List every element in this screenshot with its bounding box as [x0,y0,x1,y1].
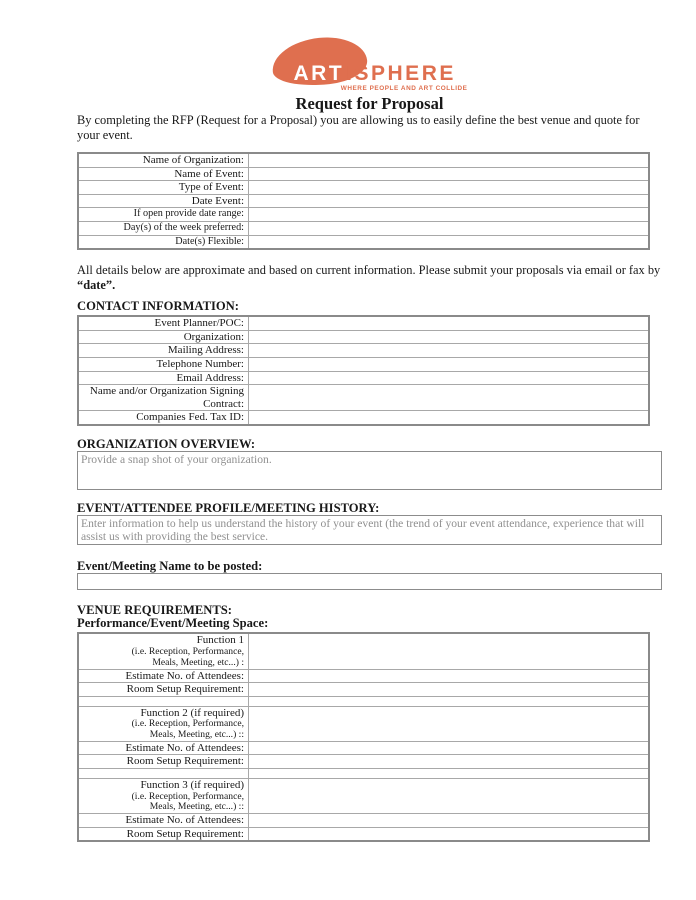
field-input-cell[interactable] [249,827,650,841]
function-header-row [78,633,649,669]
table-row [78,235,649,249]
table-row [78,153,649,167]
field-label: Estimate No. of Attendees: [78,814,249,828]
field-label: Day(s) of the week preferred: [78,221,249,235]
table-row [78,221,649,235]
table-row [78,167,649,181]
event-details-table [77,152,650,250]
page-title: Request for Proposal [295,94,444,113]
field-input-cell[interactable] [249,194,650,208]
event-profile-textbox[interactable] [77,515,662,545]
contact-information-heading: CONTACT INFORMATION: [77,299,239,314]
field-label: Email Address: [78,371,249,385]
table-row [78,344,649,358]
field-input-cell[interactable] [249,741,650,755]
event-profile-placeholder: Enter information to help us understand the history of your event (the trend of your event attendance, experience that will assist us with providing the best service. [81,516,645,544]
field-input-cell[interactable] [249,208,650,222]
field-input-cell[interactable] [249,330,650,344]
function-label [78,633,249,669]
field-input-cell[interactable] [249,411,650,425]
function-hint-line: Meals, Meeting, etc...) : [152,656,244,668]
performance-space-subheading: Performance/Event/Meeting Space: [77,616,269,631]
table-row [78,385,649,411]
note-text: All details below are approximate and based on current information. Please submit your proposals via email or fax by [77,263,661,278]
intro-paragraph: By completing the RFP (Request for a Proposal) you are allowing us to easily define the best venue and quote for your event. [77,113,640,142]
field-label: Room Setup Requirement: [78,755,249,769]
table-row [78,357,649,371]
logo-wordmark [294,63,456,84]
logo-art-text: ART [293,62,345,85]
field-input-cell[interactable] [249,385,650,411]
function-header-row [78,706,649,741]
field-label: Estimate No. of Attendees: [78,741,249,755]
function-title: Function 2 (if required) [140,706,244,719]
table-row [78,181,649,195]
field-input-cell[interactable] [249,683,650,697]
field-input-cell[interactable] [249,235,650,249]
function-title: Function 3 (if required) [140,779,244,792]
table-row [78,741,649,755]
function-header-row [78,779,649,814]
field-label: Type of Event: [78,181,249,195]
field-label: Telephone Number: [78,357,249,371]
field-label: If open provide date range: [78,208,249,222]
spacer-cell [78,769,249,779]
field-input-cell[interactable] [249,316,650,330]
field-label: Organization: [78,330,249,344]
function-label [78,779,249,814]
field-input-cell[interactable] [249,633,650,669]
table-row [78,814,649,828]
function-hint-line: (i.e. Reception, Performance, [131,718,244,730]
field-input-cell[interactable] [249,755,650,769]
field-input-cell[interactable] [249,221,650,235]
logo-sphere-text: ISPHERE [346,62,456,85]
field-input-cell[interactable] [249,357,650,371]
table-row [78,316,649,330]
table-row [78,827,649,841]
function-hint-line: Meals, Meeting, etc...) :: [149,729,244,741]
field-label: Date(s) Flexible: [78,235,249,249]
table-row [78,371,649,385]
event-profile-heading: EVENT/ATTENDEE PROFILE/MEETING HISTORY: [77,500,380,515]
event-name-heading: Event/Meeting Name to be posted: [77,559,263,574]
contact-info-table [77,315,650,426]
table-row [78,330,649,344]
function-title: Function 1 [196,634,244,647]
field-input-cell[interactable] [249,153,650,167]
field-label: Companies Fed. Tax ID: [78,411,249,425]
field-label: Room Setup Requirement: [78,683,249,697]
function-hint-line: (i.e. Reception, Performance, [131,790,244,802]
spacer-cell [249,769,650,779]
field-label: Room Setup Requirement: [78,827,249,841]
field-input-cell[interactable] [249,706,650,741]
logo-tagline: WHERE PEOPLE AND ART COLLIDE [340,85,468,92]
table-row [78,683,649,697]
field-input-cell[interactable] [249,669,650,683]
venue-requirements-table [77,632,650,842]
table-row [78,411,649,425]
spacer-cell [249,696,650,706]
field-input-cell[interactable] [249,814,650,828]
field-input-cell[interactable] [249,371,650,385]
venue-requirements-heading: VENUE REQUIREMENTS: [77,603,232,618]
spacer-row [78,696,649,706]
event-name-textbox[interactable] [77,573,662,590]
field-input-cell[interactable] [249,344,650,358]
submission-note [77,263,662,293]
spacer-cell [78,696,249,706]
function-hint-line: Meals, Meeting, etc...) :: [149,801,244,813]
function-label [78,706,249,741]
spacer-row [78,769,649,779]
field-label: Estimate No. of Attendees: [78,669,249,683]
field-label: Name of Organization: [78,153,249,167]
field-label: Name of Event: [78,167,249,181]
organization-overview-heading: ORGANIZATION OVERVIEW: [77,436,256,451]
field-label: Date Event: [78,194,249,208]
table-row [78,755,649,769]
organization-overview-textbox[interactable] [77,451,662,490]
field-input-cell[interactable] [249,779,650,814]
function-hint-line: (i.e. Reception, Performance, [131,645,244,657]
table-row [78,669,649,683]
table-row [78,208,649,222]
field-label: Event Planner/POC: [78,316,249,330]
organization-overview-placeholder: Provide a snap shot of your organization. [81,452,272,466]
note-date-placeholder: “date”. [77,278,116,293]
artisphere-logo [272,38,468,92]
field-label: Mailing Address: [78,344,249,358]
table-row [78,194,649,208]
field-label: Name and/or Organization Signing Contract: [78,385,249,411]
field-input-cell[interactable] [249,167,650,181]
field-input-cell[interactable] [249,181,650,195]
